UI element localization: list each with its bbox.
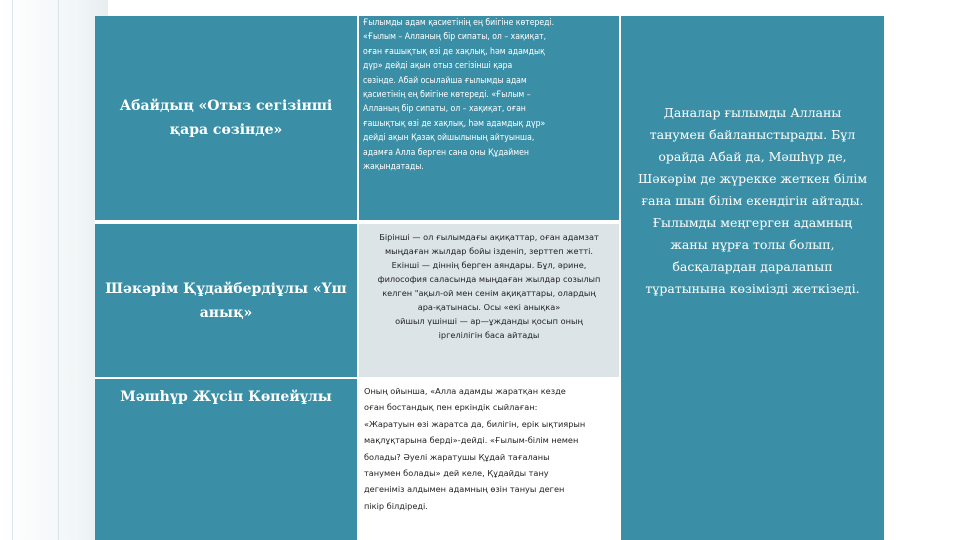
row-1-label: Абайдың «Отыз сегізінші қара сөзінде» (119, 98, 333, 138)
row-3-text-line: болады? Әуелі жаратушы Құдай тағаланы (364, 451, 550, 462)
row-2-text-line: ара-қатынасы. Осы «екі анықка» (417, 302, 561, 312)
row-1-text-cell (359, 16, 619, 220)
row-1-text-line: қасиетінің ең биігіне көтереді. «Ғылым – (363, 90, 531, 101)
row-1-text-line: дейді ақын Қазақ ойшылының айтуынша, (363, 133, 535, 144)
decorative-side-strip (0, 0, 108, 540)
row-3-text-line: оған бостандық пен еркіндік сыйлаған: (364, 402, 538, 413)
row-3-text-cell (359, 379, 619, 540)
summary-line: орайда Абай да, Мәшһүр де, (658, 149, 847, 164)
row-1-text-line: оған ғашықтық өзі де хақлық, һәм адамдық (363, 46, 545, 57)
row-1-text-line: жақындатады. (363, 162, 424, 173)
row-1-text-line: адамға Алла берген сана оны Құдаймен (363, 147, 529, 158)
row-3-label-cell (95, 379, 357, 540)
row-2-text-line: Бірінші — ол ғылымдағы ақиқаттар, оған адамзат (379, 232, 599, 242)
row-3-text-line: Оның ойынша, «Алла адамды жаратқан кезде (364, 386, 566, 396)
row-2-text-line: философия саласында мыңдаған жылдар созылып (377, 274, 601, 284)
summary-line: Шәкәрім де жүрекке жеткен білім (637, 171, 868, 186)
row-1-text-line: Ғылымды адам қасиетінің ең биігіне көтереді. (363, 18, 555, 28)
comparison-table (95, 16, 884, 540)
row-2-text-cell (359, 224, 619, 377)
row-1-label-cell (95, 16, 357, 220)
summary-text (638, 102, 867, 300)
row-1-text-line: Алланың бір сипаты, ол – хақиқат, оған (363, 104, 526, 115)
row-3-text-line: танумен болады» дей келе, Құдайды тану (364, 468, 549, 479)
summary-line: басқалардан даралanып (672, 259, 833, 274)
summary-line: жаны нұрға толы болып, (670, 237, 835, 252)
summary-line: тұратынына көзімізді жеткізеді. (645, 281, 860, 296)
row-1-text-line: сөзінде. Абай осылайша ғылымды адам (363, 75, 527, 86)
row-2-label-cell (95, 224, 357, 377)
row-3-text-line: пікір білдіреді. (364, 500, 428, 511)
row-3-text-line: дегеніміз алдымен адамның өзін тануы деген (364, 484, 565, 495)
decorative-line (12, 0, 13, 540)
summary-line: ғана шын білім екендігін айтады. (641, 193, 864, 208)
row-2-text-line: іргелілігін баса айтады (438, 330, 540, 340)
row-2-text-line: ойшыл үшінші — ар—ұжданды қосып оның (395, 316, 583, 326)
row-3-label: Мәшһүр Жүсіп Көпейұлы (120, 389, 332, 405)
row-2-label: Шәкәрім Құдайбердіұлы «Үш анық» (105, 280, 347, 321)
row-1-text-line: дүр» дейді ақын отыз сегізінші қара (363, 61, 513, 72)
row-1-text-line: «Ғылым – Алланың бір сипаты, ол – хақиқат, (363, 32, 547, 43)
summary-line: Ғылымды меңгерген адамның (652, 215, 853, 230)
summary-cell (621, 16, 884, 540)
summary-line: Даналар ғылымды Алланы (663, 105, 842, 120)
row-2-text-line: Екінші — діннің берген аяндары. Бұл, әрине, (391, 260, 587, 270)
decorative-line (58, 0, 59, 540)
row-3-text-line: «Жаратуын өзі жаратса да, билігін, ерік ықтиярын (364, 418, 586, 429)
row-1-text-line: ғашықтық өзі де хақлық, һәм адамдық дүр» (363, 118, 546, 129)
summary-line: танумен байланыстырады. Бұл (649, 127, 856, 142)
row-3-text-line: мақлұқтарына берді»-дейді. «Ғылым-білім немен (364, 435, 579, 446)
row-2-text-line: мыңдаған жылдар бойы ізденіп, зерттеп жетті. (385, 246, 593, 256)
row-2-text-line: келген "ақыл-ой мен сенім ақиқаттары, олардың (382, 288, 596, 298)
